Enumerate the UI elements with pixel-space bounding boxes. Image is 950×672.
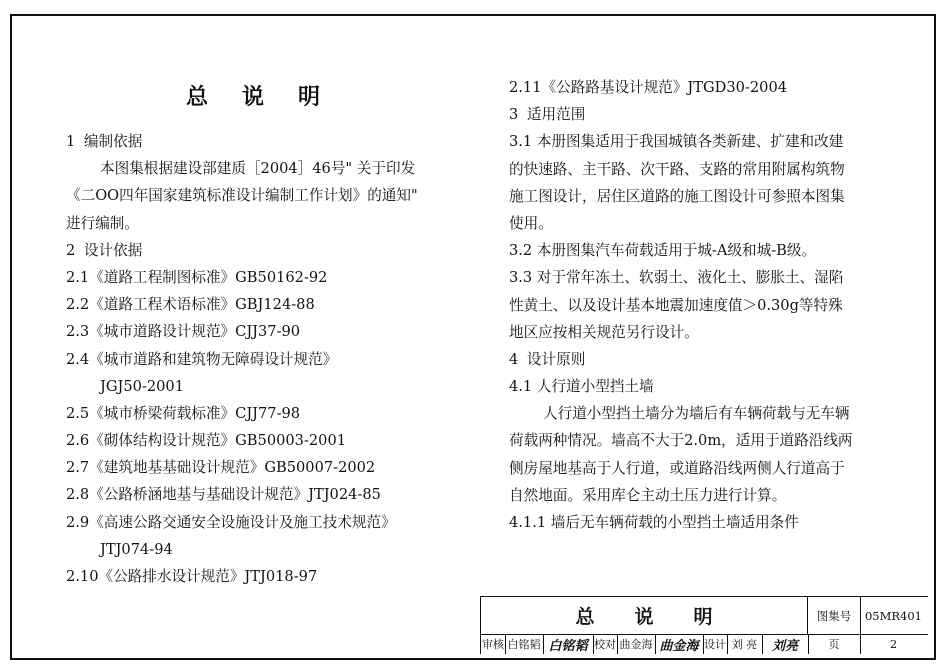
atlas-number-label: 图集号 xyxy=(808,597,861,634)
title-block-title: 总说明 xyxy=(481,597,808,634)
page-title: 总说明 xyxy=(186,85,355,110)
review-name: 白铭韬 xyxy=(505,634,544,654)
section-heading: 2 设计依据 xyxy=(66,241,143,259)
text-line: 施工图设计，居住区道路的施工图设计可参照本图集 xyxy=(509,187,845,205)
text-line: 2.4《城市道路和建筑物无障碍设计规范》 xyxy=(66,350,338,368)
text-line: 2.5《城市桥梁荷载标准》CJJ77-98 xyxy=(66,404,301,422)
text-line: 人行道小型挡土墙分为墙后有车辆荷载与无车辆 xyxy=(543,405,850,423)
text-line: 2.7《建筑地基基础设计规范》GB50007-2002 xyxy=(66,459,376,477)
text-line: 3.1 本册图集适用于我国城镇各类新建、扩建和改建 xyxy=(509,133,844,151)
review-signature: 白铭韬 xyxy=(543,634,594,654)
text-line: 《二OO四年国家建筑标准设计编制工作计划》的通知" xyxy=(66,187,418,205)
text-line: 2.10《公路排水设计规范》JTJ018-97 xyxy=(66,568,318,585)
text-line: 地区应按相关规范另行设计。 xyxy=(509,323,699,341)
text-line: 侧房屋地基高于人行道，或道路沿线两侧人行道高于 xyxy=(509,459,845,477)
text-line: JGJ50-2001 xyxy=(100,377,184,395)
title-block-bottom-row xyxy=(481,634,928,654)
text-line: JTJ074-94 xyxy=(100,540,173,558)
page-number: 2 xyxy=(889,637,898,651)
text-line: 自然地面。采用库仑主动土压力进行计算。 xyxy=(509,486,787,504)
check-label: 校对 xyxy=(593,634,618,654)
text-line: 2.2《道路工程术语标准》GBJ124-88 xyxy=(66,296,315,314)
title-block xyxy=(480,596,928,654)
section-heading: 4 设计原则 xyxy=(509,350,586,368)
section-heading: 1 编制依据 xyxy=(66,133,143,150)
text-line: 进行编制。 xyxy=(66,214,139,232)
text-line: 本图集根据建设部建质［2004］46号" 关于印发 xyxy=(100,160,416,178)
text-line: 3.2 本册图集汽车荷载适用于城-A级和城-B级。 xyxy=(509,242,817,260)
design-label: 设计 xyxy=(703,634,728,654)
review-label: 审核 xyxy=(481,634,506,654)
text-line: 2.6《砌体结构设计规范》GB50003-2001 xyxy=(66,432,347,450)
text-line: 的快速路、主干路、次干路、支路的常用附属构筑物 xyxy=(509,160,845,178)
text-line: 性黄土、以及设计基本地震加速度值＞0.30g等特殊 xyxy=(509,296,843,314)
text-line: 2.3《城市道路设计规范》CJJ37-90 xyxy=(66,323,301,341)
atlas-number: 05MR401 xyxy=(864,608,923,623)
text-line: 4.1 人行道小型挡土墙 xyxy=(509,378,654,396)
section-heading: 3 适用范围 xyxy=(509,106,586,124)
design-signature: 刘亮 xyxy=(762,634,809,654)
design-name: 刘 亮 xyxy=(727,634,763,654)
text-line: 4.1.1 墙后无车辆荷载的小型挡土墙适用条件 xyxy=(509,514,799,531)
text-line: 2.1《道路工程制图标准》GB50162-92 xyxy=(66,268,328,286)
text-line: 2.11《公路路基设计规范》JTGD30-2004 xyxy=(509,79,788,96)
check-signature: 曲金海 xyxy=(655,634,704,654)
text-line: 使用。 xyxy=(509,214,553,232)
text-line: 2.8《公路桥涵地基与基础设计规范》JTJ024-85 xyxy=(66,486,381,504)
left-column xyxy=(66,128,486,590)
check-name: 曲金海 xyxy=(617,634,656,654)
text-line: 荷载两种情况。墙高不大于2.0m，适用于道路沿线两 xyxy=(509,432,853,450)
text-line: 3.3 对于常年冻土、软弱土、液化土、膨胀土、湿陷 xyxy=(509,269,844,287)
title-block-top-row xyxy=(481,597,928,635)
right-column xyxy=(509,74,929,536)
page-label: 页 xyxy=(808,634,861,654)
text-line: 2.9《高速公路交通安全设施设计及施工技术规范》 xyxy=(66,513,396,531)
